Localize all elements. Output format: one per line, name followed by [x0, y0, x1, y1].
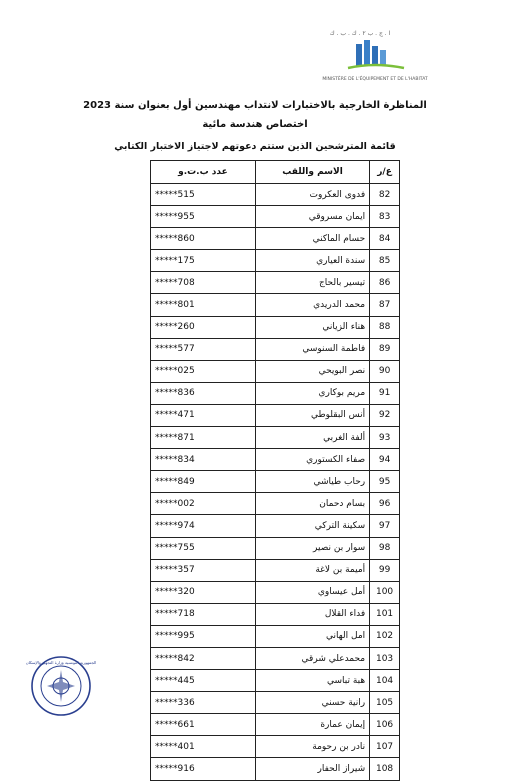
- table-row: [151, 250, 400, 272]
- row-number: 101: [370, 603, 400, 625]
- candidate-id: *****577: [151, 338, 256, 360]
- candidate-name: إيمان عمارة: [255, 714, 369, 736]
- header-name: الاسم واللقب: [255, 161, 369, 184]
- candidate-name: رانية حسني: [255, 692, 369, 714]
- row-number: 103: [370, 647, 400, 669]
- row-number: 104: [370, 670, 400, 692]
- table-row: [151, 449, 400, 471]
- stamp-text: الجمهورية التونسية وزارة التجهيز والإسكان: [25, 660, 97, 665]
- candidate-name: شيراز الحفار: [255, 758, 369, 780]
- candidate-name: فداء القلال: [255, 603, 369, 625]
- table-row: [151, 670, 400, 692]
- candidate-id: *****755: [151, 537, 256, 559]
- candidate-id: *****401: [151, 736, 256, 758]
- table-row: [151, 603, 400, 625]
- candidate-name: أنس البقلوطي: [255, 404, 369, 426]
- candidate-id: *****357: [151, 559, 256, 581]
- row-number: 85: [370, 250, 400, 272]
- candidate-id: *****871: [151, 427, 256, 449]
- candidates-table: [150, 160, 400, 781]
- table-row: [151, 559, 400, 581]
- list-caption: قائمة المترشحين الذين ستتم دعوتهم لاجتياز الاختبار الكتابي: [114, 141, 396, 152]
- row-number: 91: [370, 382, 400, 404]
- table-row: [151, 714, 400, 736]
- row-number: 107: [370, 736, 400, 758]
- candidate-id: *****836: [151, 382, 256, 404]
- header-cin: عدد ب.ت.و: [151, 161, 256, 184]
- candidate-name: رحاب طياشي: [255, 471, 369, 493]
- candidate-name: سكينة التركي: [255, 515, 369, 537]
- row-number: 89: [370, 338, 400, 360]
- candidate-id: *****661: [151, 714, 256, 736]
- candidate-name: حسام الماكني: [255, 228, 369, 250]
- candidate-name: سندة العياري: [255, 250, 369, 272]
- row-number: 87: [370, 294, 400, 316]
- candidate-id: *****002: [151, 493, 256, 515]
- candidate-id: *****974: [151, 515, 256, 537]
- row-number: 93: [370, 427, 400, 449]
- row-number: 94: [370, 449, 400, 471]
- row-number: 82: [370, 184, 400, 206]
- table-row: [151, 427, 400, 449]
- table-row: [151, 471, 400, 493]
- candidate-name: هناء الزياني: [255, 316, 369, 338]
- table-row: [151, 758, 400, 780]
- table-header-row: [151, 161, 400, 184]
- candidate-name: مريم بوكاري: [255, 382, 369, 404]
- row-number: 102: [370, 625, 400, 647]
- candidate-id: *****336: [151, 692, 256, 714]
- candidate-id: *****471: [151, 404, 256, 426]
- ministry-logo: [322, 40, 428, 92]
- table-row: [151, 647, 400, 669]
- table-body: [151, 184, 400, 781]
- table-row: [151, 537, 400, 559]
- candidate-id: *****860: [151, 228, 256, 250]
- candidate-id: *****445: [151, 670, 256, 692]
- candidate-name: محمد الدريدي: [255, 294, 369, 316]
- header-num: ع/ر: [370, 161, 400, 184]
- header-reference-line: ا . ج . ب ٢ . ك . ب . ك: [329, 30, 391, 37]
- logo-caption: MINISTÈRE DE L'ÉQUIPEMENT ET DE L'HABITAT: [322, 77, 428, 82]
- row-number: 99: [370, 559, 400, 581]
- table-row: [151, 493, 400, 515]
- candidate-name: نادر بن رحومة: [255, 736, 369, 758]
- table-row: [151, 581, 400, 603]
- candidate-id: *****842: [151, 647, 256, 669]
- candidate-id: *****260: [151, 316, 256, 338]
- table-row: [151, 206, 400, 228]
- table-row: [151, 360, 400, 382]
- candidate-id: *****995: [151, 625, 256, 647]
- candidate-name: ايمان مسروقي: [255, 206, 369, 228]
- row-number: 108: [370, 758, 400, 780]
- row-number: 95: [370, 471, 400, 493]
- candidate-id: *****916: [151, 758, 256, 780]
- candidate-id: *****801: [151, 294, 256, 316]
- candidate-id: *****849: [151, 471, 256, 493]
- row-number: 83: [370, 206, 400, 228]
- row-number: 105: [370, 692, 400, 714]
- table-row: [151, 316, 400, 338]
- official-stamp: [25, 655, 97, 717]
- table-row: [151, 515, 400, 537]
- row-number: 98: [370, 537, 400, 559]
- table-row: [151, 625, 400, 647]
- row-number: 92: [370, 404, 400, 426]
- candidate-name: أميمة بن لاغة: [255, 559, 369, 581]
- candidate-name: هبة تباسي: [255, 670, 369, 692]
- candidate-name: صفاء الكستوري: [255, 449, 369, 471]
- candidate-name: فاطمة السنوسي: [255, 338, 369, 360]
- candidate-name: محمدعلي شرقي: [255, 647, 369, 669]
- candidate-id: *****834: [151, 449, 256, 471]
- candidate-id: *****718: [151, 603, 256, 625]
- candidate-id: *****320: [151, 581, 256, 603]
- row-number: 84: [370, 228, 400, 250]
- candidate-name: تيسير بالحاج: [255, 272, 369, 294]
- table-row: [151, 184, 400, 206]
- candidate-id: *****515: [151, 184, 256, 206]
- table-row: [151, 272, 400, 294]
- table-row: [151, 382, 400, 404]
- candidate-id: *****175: [151, 250, 256, 272]
- table-row: [151, 692, 400, 714]
- table-row: [151, 338, 400, 360]
- row-number: 96: [370, 493, 400, 515]
- row-number: 100: [370, 581, 400, 603]
- candidate-id: *****955: [151, 206, 256, 228]
- row-number: 106: [370, 714, 400, 736]
- table-row: [151, 736, 400, 758]
- candidate-name: أمل عيساوي: [255, 581, 369, 603]
- document-title: المناظرة الخارجية بالاختبارات لانتداب مهندسين أول بعنوان سنة 2023: [83, 100, 427, 111]
- candidate-name: سوار بن نصير: [255, 537, 369, 559]
- row-number: 88: [370, 316, 400, 338]
- candidate-id: *****708: [151, 272, 256, 294]
- row-number: 97: [370, 515, 400, 537]
- candidate-name: ألفة الغربي: [255, 427, 369, 449]
- candidate-name: امل الهاني: [255, 625, 369, 647]
- row-number: 86: [370, 272, 400, 294]
- table-row: [151, 294, 400, 316]
- candidate-id: *****025: [151, 360, 256, 382]
- table-row: [151, 404, 400, 426]
- candidate-name: فدوى العكروت: [255, 184, 369, 206]
- row-number: 90: [370, 360, 400, 382]
- document-subtitle: اختصاص هندسة مائية: [202, 119, 308, 130]
- candidate-name: بسام دحمان: [255, 493, 369, 515]
- table-row: [151, 228, 400, 250]
- candidate-name: نصر البويحي: [255, 360, 369, 382]
